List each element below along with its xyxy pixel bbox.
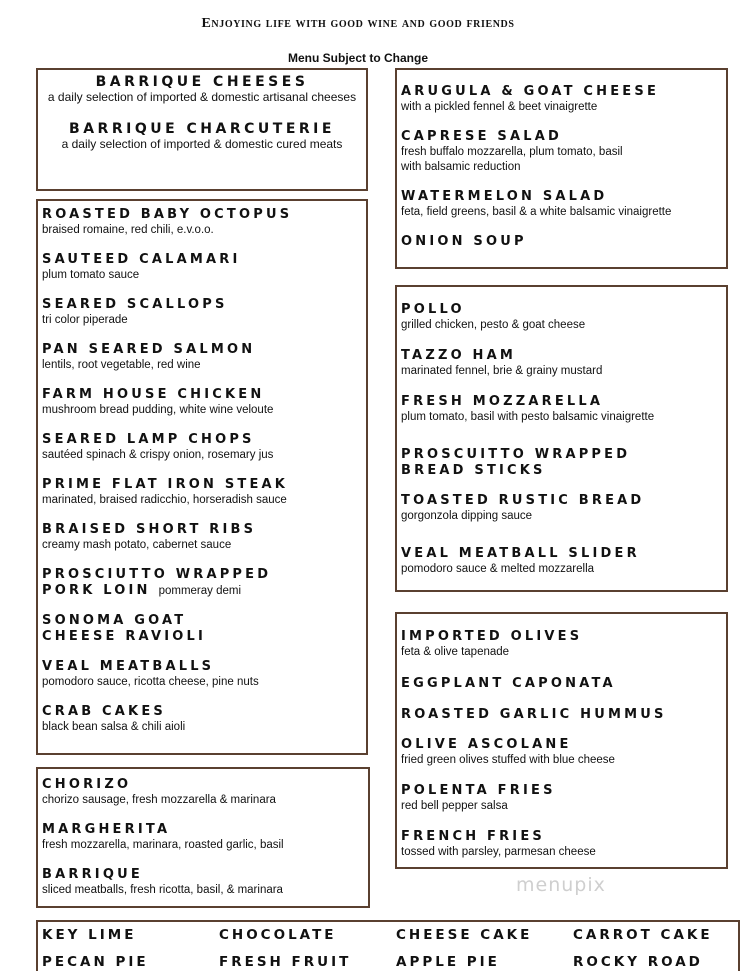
menu-item — [42, 432, 366, 463]
menu-item — [42, 822, 368, 853]
item-description: feta & olive tapenade — [401, 646, 510, 658]
item-name: PROSCUITTO WRAPPED — [401, 447, 631, 462]
item-name: CHORIZO — [42, 777, 132, 792]
item-name: PROSCIUTTO WRAPPED — [42, 567, 272, 582]
menu-item — [401, 829, 726, 860]
item-description: braised romaine, red chili, e.v.o.o. — [42, 224, 214, 236]
item-name: BARRIQUE CHARCUTERIE — [69, 121, 335, 137]
item-name: BARRIQUE — [42, 867, 143, 882]
item-description: chorizo sausage, fresh mozzarella & marinara — [42, 794, 276, 806]
item-name: TOASTED RUSTIC BREAD — [401, 493, 645, 508]
item-name: OLIVE ASCOLANE — [401, 737, 572, 752]
item-description: plum tomato, basil with pesto balsamic vinaigrette — [401, 411, 655, 423]
item-description: lentils, root vegetable, red wine — [42, 359, 201, 371]
item-name: MARGHERITA — [42, 822, 171, 837]
item-name: ROASTED BABY OCTOPUS — [42, 207, 293, 222]
menu-item — [42, 207, 366, 238]
menu-item — [401, 546, 726, 577]
item-description: fresh mozzarella, marinara, roasted garlic, basil — [42, 839, 284, 851]
item-description: fresh buffalo mozzarella, plum tomato, basil — [401, 146, 623, 158]
dessert-item: APPLE PIE — [396, 954, 500, 970]
barrique-boards-box — [36, 68, 368, 191]
item-name: FRESH MOZZARELLA — [401, 394, 604, 409]
item-name: POLENTA FRIES — [401, 783, 556, 798]
menu-item — [42, 342, 366, 373]
menu-item — [42, 567, 366, 599]
item-description: plum tomato sauce — [42, 269, 140, 281]
item-description: pommeray demi — [158, 585, 242, 597]
menu-item — [401, 493, 726, 524]
menu-item — [401, 676, 726, 692]
menu-item — [401, 189, 726, 220]
menu-item — [42, 477, 366, 508]
item-name: VEAL MEATBALLS — [42, 659, 215, 674]
menu-item — [401, 394, 726, 425]
menu-item — [42, 613, 366, 645]
entrees-box — [36, 199, 368, 755]
menu-item — [401, 447, 726, 479]
item-name: SEARED SCALLOPS — [42, 297, 228, 312]
menu-item — [42, 522, 366, 553]
item-name: PRIME FLAT IRON STEAK — [42, 477, 289, 492]
item-description: creamy mash potato, cabernet sauce — [42, 539, 232, 551]
small-plates-box — [395, 612, 728, 869]
item-description: fried green olives stuffed with blue cheese — [401, 754, 615, 766]
dessert-item: ROCKY ROAD — [573, 954, 703, 970]
item-description: pomodoro sauce & melted mozzarella — [401, 563, 595, 575]
menu-item — [42, 704, 366, 735]
menu-item — [401, 302, 726, 333]
dessert-item: CARROT CAKE — [573, 927, 713, 943]
salads-box — [395, 68, 728, 269]
item-name: FARM HOUSE CHICKEN — [42, 387, 265, 402]
item-description: grilled chicken, pesto & goat cheese — [401, 319, 586, 331]
item-name: BARRIQUE CHEESES — [95, 74, 309, 90]
menu-tagline: Enjoying life with good wine and good friends — [201, 16, 515, 31]
item-description: tossed with parsley, parmesan cheese — [401, 846, 596, 858]
menu-item — [401, 737, 726, 768]
item-description: marinated fennel, brie & grainy mustard — [401, 365, 603, 377]
menu-item — [42, 777, 368, 808]
item-name: SEARED LAMP CHOPS — [42, 432, 255, 447]
item-description: marinated, braised radicchio, horseradish sauce — [42, 494, 287, 506]
menu-item — [401, 707, 726, 723]
item-description: sautéed spinach & crispy onion, rosemary jus — [42, 449, 274, 461]
menu-item — [401, 348, 726, 379]
menu-item — [401, 629, 726, 660]
item-name: VEAL MEATBALL SLIDER — [401, 546, 640, 561]
item-name: PAN SEARED SALMON — [42, 342, 256, 357]
menu-item — [38, 74, 366, 105]
menu-item — [401, 783, 726, 814]
desserts-box — [36, 920, 740, 971]
item-name: TAZZO HAM — [401, 348, 517, 363]
item-name-line2: CHEESE RAVIOLI — [42, 629, 207, 644]
desserts-grid — [42, 927, 738, 970]
item-name: CAPRESE SALAD — [401, 129, 562, 144]
dessert-item: CHOCOLATE — [219, 927, 337, 943]
item-name-line2: BREAD STICKS — [401, 463, 546, 478]
menu-item — [42, 867, 368, 898]
item-description: a daily selection of imported & domestic cured meats — [61, 137, 343, 151]
menu-item — [42, 659, 366, 690]
dessert-item: FRESH FRUIT — [219, 954, 352, 970]
item-name: ROASTED GARLIC HUMMUS — [401, 707, 667, 722]
item-description: black bean salsa & chili aioli — [42, 721, 186, 733]
item-description: pomodoro sauce, ricotta cheese, pine nuts — [42, 676, 259, 688]
menu-item — [42, 252, 366, 283]
paninis-box — [395, 285, 728, 592]
menu-item — [401, 234, 726, 250]
menu-item — [401, 84, 726, 115]
menu-item — [38, 121, 366, 152]
item-description: with a pickled fennel & beet vinaigrette — [401, 101, 598, 113]
item-name: ARUGULA & GOAT CHEESE — [401, 84, 660, 99]
item-description: mushroom bread pudding, white wine veloute — [42, 404, 274, 416]
item-name-line2 — [42, 583, 366, 599]
item-name: FRENCH FRIES — [401, 829, 545, 844]
item-name: ONION SOUP — [401, 234, 527, 249]
item-description: tri color piperade — [42, 314, 128, 326]
pizzas-box — [36, 767, 370, 908]
item-description: red bell pepper salsa — [401, 800, 508, 812]
item-name-cont: PORK LOIN — [42, 583, 151, 598]
item-name: SONOMA GOAT — [42, 613, 187, 628]
item-name: IMPORTED OLIVES — [401, 629, 583, 644]
item-description: sliced meatballs, fresh ricotta, basil, & marinara — [42, 884, 283, 896]
item-name: CRAB CAKES — [42, 704, 166, 719]
item-name: EGGPLANT CAPONATA — [401, 676, 616, 691]
menu-item — [42, 387, 366, 418]
menu-item — [42, 297, 366, 328]
dessert-item: CHEESE CAKE — [396, 927, 533, 943]
menu-item — [401, 129, 726, 175]
item-description: feta, field greens, basil & a white balsamic vinaigrette — [401, 206, 672, 218]
dessert-item: PECAN PIE — [42, 954, 149, 970]
item-name: BRAISED SHORT RIBS — [42, 522, 257, 537]
dessert-item: KEY LIME — [42, 927, 137, 943]
item-name: SAUTEED CALAMARI — [42, 252, 241, 267]
menu-subject-note: Menu Subject to Change — [287, 51, 428, 65]
item-description: a daily selection of imported & domestic artisanal cheeses — [47, 90, 357, 104]
watermark-logo: menupix — [516, 874, 606, 896]
item-description: gorgonzola dipping sauce — [401, 510, 533, 522]
item-name: WATERMELON SALAD — [401, 189, 608, 204]
item-description-line2: with balsamic reduction — [401, 161, 521, 173]
item-name: POLLO — [401, 302, 465, 317]
